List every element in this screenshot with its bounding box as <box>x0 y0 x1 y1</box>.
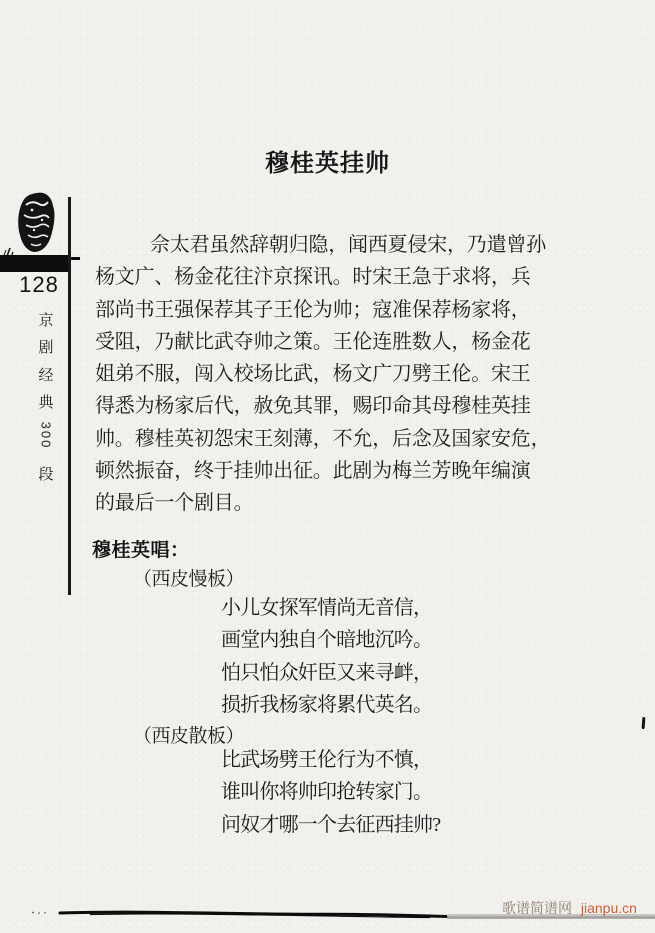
stanza <box>221 592 432 722</box>
watermark-site-url: jianpu.cn <box>580 900 637 916</box>
sidebar-vertical-rule <box>68 197 71 595</box>
page-title: 穆桂英挂帅 <box>265 151 390 177</box>
lyric-line: 谁叫你将帅印抢转家门。 <box>221 781 433 804</box>
series-title-char: 经 <box>38 368 54 384</box>
intro-line: 受阻，乃献比武夺帅之策。王伦连胜数人，杨金花 <box>95 330 531 353</box>
intro-line: 部尚书王强保荐其子王伦为帅；寇准保荐杨家将， <box>95 298 531 321</box>
watermark <box>502 898 637 918</box>
series-unit-char: 段 <box>38 467 54 483</box>
seal-stamp-icon <box>15 191 58 259</box>
intro-line: 顿然振奋，终于挂帅出征。此剧为梅兰芳晚年编演 <box>95 460 531 483</box>
lyric-line: 小儿女探军情尚无音信， <box>221 597 433 619</box>
lyric-line: 怕只怕众奸臣又来寻衅， <box>221 661 433 684</box>
stanza <box>221 744 440 841</box>
sidebar-black-bar <box>0 255 68 272</box>
lyric-line: 画堂内独自个暗地沉吟。 <box>221 629 433 652</box>
lyric-line: 损折我杨家将累代英名。 <box>221 694 433 717</box>
scan-artifact-tick <box>642 717 646 729</box>
intro-line: 杨文广、杨金花往汴京探讯。时宋王急于求将，兵 <box>95 266 531 289</box>
series-title-char: 京 <box>38 313 54 329</box>
intro-line: 的最后一个剧目。 <box>95 492 254 515</box>
intro-line: 佘太君虽然辞朝归隐，闻西夏侵宋，乃遣曾孙 <box>150 234 546 256</box>
tune-label: （西皮慢板） <box>133 569 245 590</box>
intro-line: 得悉为杨家后代，赦免其罪，赐印命其母穆桂英挂 <box>95 395 531 418</box>
lyric-line: 问奴才哪一个去征西挂帅? <box>221 813 441 836</box>
watermark-site-name: 歌谱简谱网 <box>502 900 572 916</box>
intro-line: 帅。穆桂英初怨宋王刻薄，不允，后念及国家安危， <box>95 427 551 450</box>
series-title-char: 剧 <box>38 340 54 356</box>
series-title-char: 典 <box>38 395 54 411</box>
lyric-line: 比武场劈王伦行为不慎， <box>221 749 433 771</box>
intro-paragraph <box>95 229 565 520</box>
singer-label: 穆桂英唱： <box>92 540 190 561</box>
tune-label: （西皮散板） <box>133 726 245 747</box>
series-number: 300 <box>38 421 54 449</box>
page-number: 128 <box>19 272 59 297</box>
intro-line: 姐弟不服，闯入校场比武，杨文广刀劈王伦。宋王 <box>95 363 531 386</box>
